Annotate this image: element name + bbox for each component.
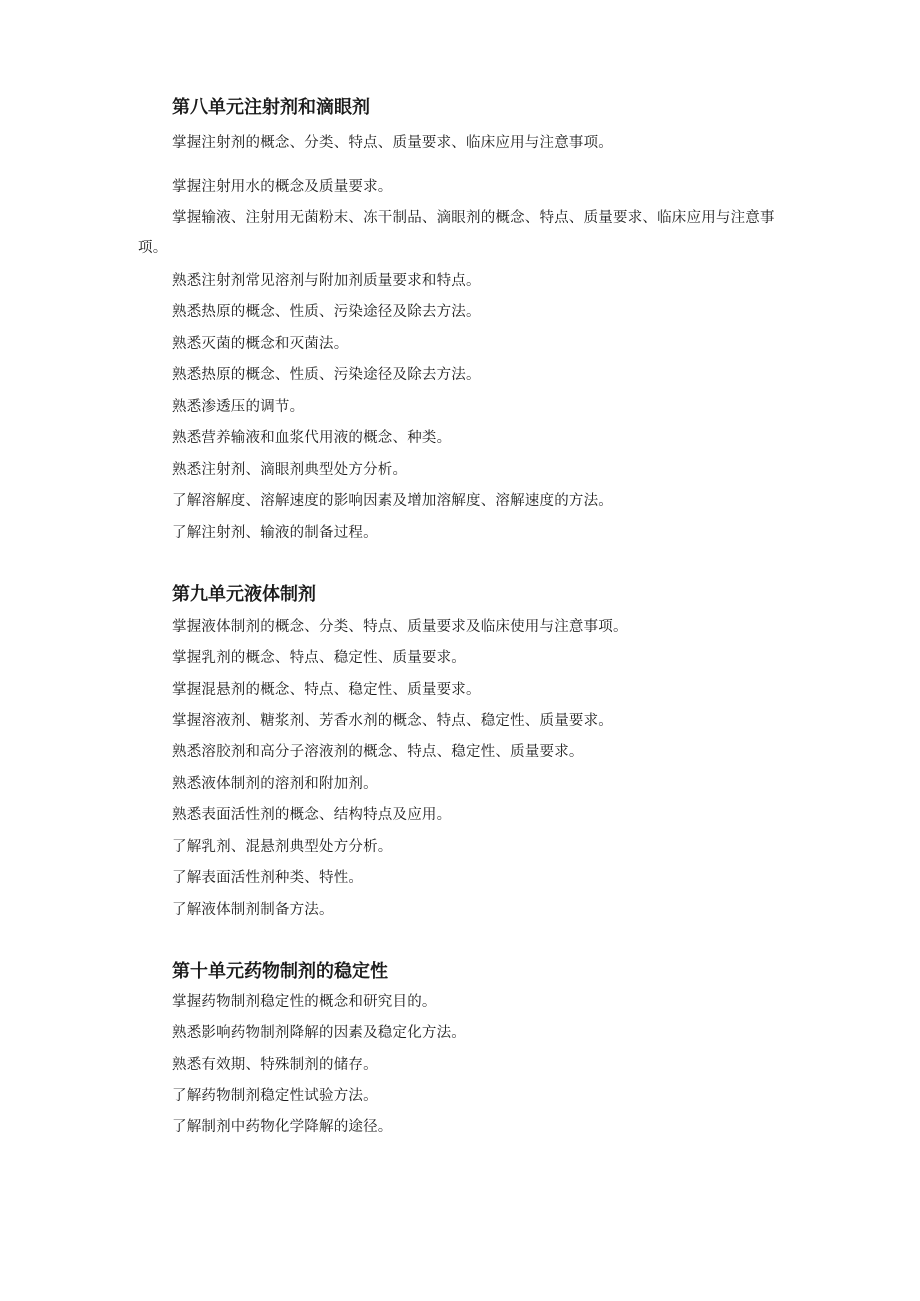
section-10-item-4: 了解药物制剂稳定性试验方法。 — [172, 1088, 378, 1104]
section-10-item-2: 熟悉影响药物制剂降解的因素及稳定化方法。 — [172, 1025, 466, 1041]
section-9-item-8: 了解乳剂、混悬剂典型处方分析。 — [172, 839, 393, 855]
section-9-item-3: 掌握混悬剂的概念、特点、稳定性、质量要求。 — [172, 682, 481, 698]
section-10-item-5: 了解制剂中药物化学降解的途径。 — [172, 1119, 393, 1135]
section-8-item-10: 熟悉注射剂、滴眼剂典型处方分析。 — [172, 462, 408, 478]
section-8-item-12: 了解注射剂、输液的制备过程。 — [172, 525, 378, 541]
section-10-item-1: 掌握药物制剂稳定性的概念和研究目的。 — [172, 994, 437, 1010]
section-8-item-2: 掌握注射用水的概念及质量要求。 — [172, 179, 393, 195]
section-9-item-1: 掌握液体制剂的概念、分类、特点、质量要求及临床使用与注意事项。 — [172, 619, 628, 635]
section-8-item-8: 熟悉渗透压的调节。 — [172, 399, 305, 415]
section-9-item-4: 掌握溶液剂、糖浆剂、芳香水剂的概念、特点、稳定性、质量要求。 — [172, 713, 613, 729]
section-10-title: 第十单元药物制剂的稳定性 — [172, 961, 388, 982]
section-9-title: 第九单元液体制剂 — [172, 584, 316, 605]
section-8-item-3: 掌握输液、注射用无菌粉末、冻干制品、滴眼剂的概念、特点、质量要求、临床应用与注意事项。 — [138, 210, 775, 256]
section-8-item-1: 掌握注射剂的概念、分类、特点、质量要求、临床应用与注意事项。 — [172, 135, 613, 151]
section-8-item-5: 熟悉热原的概念、性质、污染途径及除去方法。 — [172, 304, 481, 320]
section-9-item-7: 熟悉表面活性剂的概念、结构特点及应用。 — [172, 807, 452, 823]
section-10-item-3: 熟悉有效期、特殊制剂的储存。 — [172, 1057, 378, 1073]
section-9-item-2: 掌握乳剂的概念、特点、稳定性、质量要求。 — [172, 650, 466, 666]
section-9-item-5: 熟悉溶胶剂和高分子溶液剂的概念、特点、稳定性、质量要求。 — [172, 744, 584, 760]
section-8-item-4: 熟悉注射剂常见溶剂与附加剂质量要求和特点。 — [172, 273, 481, 289]
section-9-item-10: 了解液体制剂制备方法。 — [172, 902, 334, 918]
section-8-item-6: 熟悉灭菌的概念和灭菌法。 — [172, 336, 349, 352]
section-9-item-9: 了解表面活性剂种类、特性。 — [172, 870, 364, 886]
section-9-item-6: 熟悉液体制剂的溶剂和附加剂。 — [172, 776, 378, 792]
section-8-item-7: 熟悉热原的概念、性质、污染途径及除去方法。 — [172, 367, 481, 383]
section-8-title: 第八单元注射剂和滴眼剂 — [172, 97, 370, 118]
section-8-item-9: 熟悉营养输液和血浆代用液的概念、种类。 — [172, 430, 452, 446]
section-8-item-11: 了解溶解度、溶解速度的影响因素及增加溶解度、溶解速度的方法。 — [172, 493, 613, 509]
